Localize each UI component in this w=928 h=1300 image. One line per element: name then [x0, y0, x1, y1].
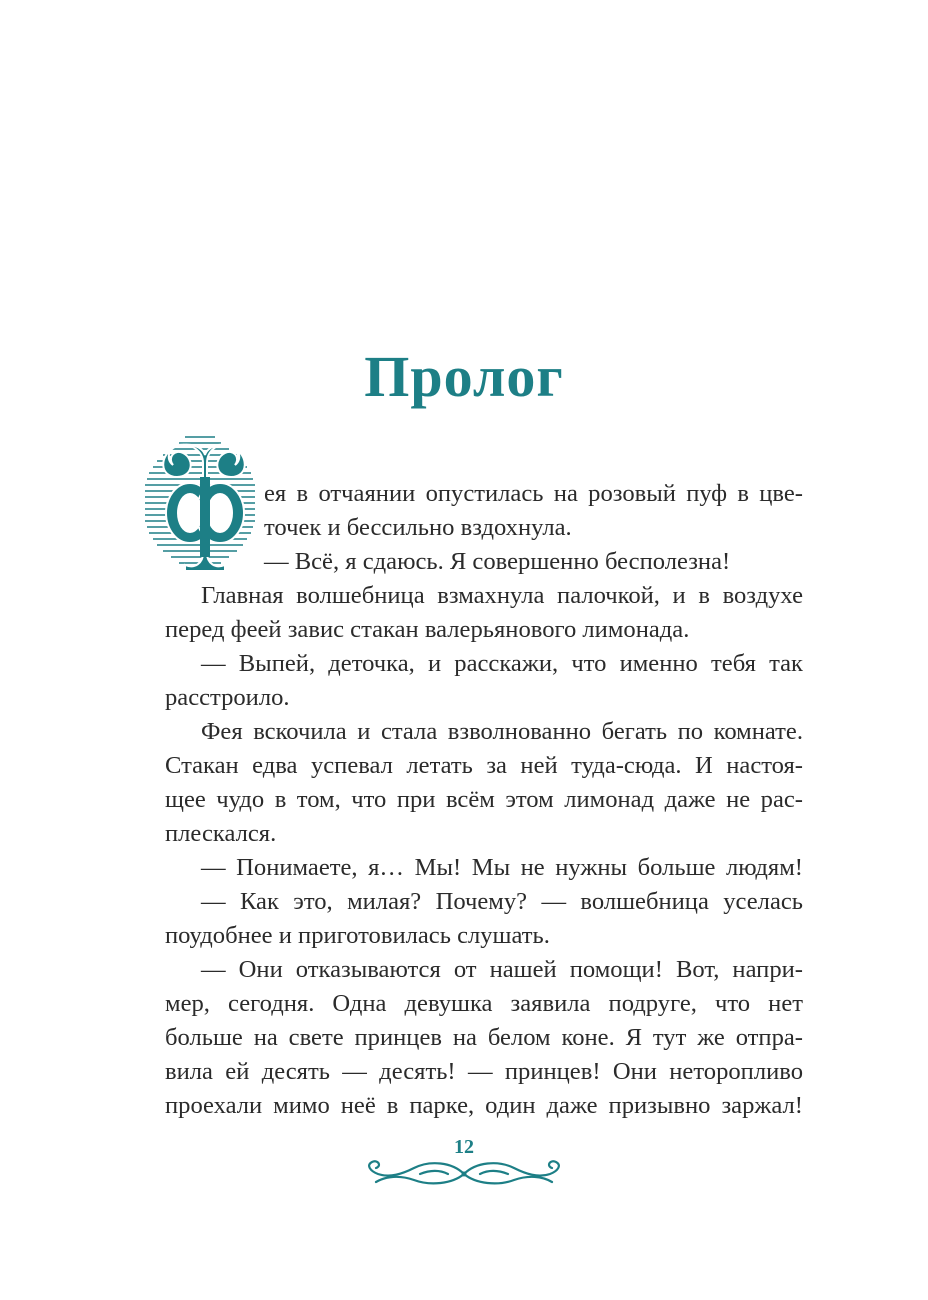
text-line: — Понимаете, я… Мы! Мы не нужны больше людям! [201, 854, 803, 881]
text-line: точек и бессильно вздохнула. [264, 514, 572, 541]
text-line: больше на свете принцев на белом коне. Я тут же отпра- [165, 1024, 803, 1051]
text-line: проехали мимо неё в парке, один даже призывно заржал! [165, 1092, 803, 1119]
text-line: ея в отчаянии опустилась на розовый пуф в цве- [264, 480, 803, 507]
text-line: Главная волшебница взмахнула палочкой, и в воздухе [201, 582, 803, 609]
text-line: — Выпей, деточка, и расскажи, что именно тебя так [201, 650, 803, 677]
text-line: — Они отказываются от нашей помощи! Вот, напри- [201, 956, 803, 983]
text-line: плескался. [165, 820, 277, 847]
text-line: вила ей десять — десять! — принцев! Они неторопливо [165, 1058, 803, 1085]
text-line: щее чудо в том, что при всём этом лимонад даже не рас- [165, 786, 803, 813]
chapter-title: Пролог [364, 344, 564, 409]
text-line: мер, сегодня. Одна девушка заявила подруге, что нет [165, 990, 803, 1017]
text-line: — Всё, я сдаюсь. Я совершенно бесполезна! [264, 548, 731, 575]
text-line: поудобнее и приготовилась слушать. [165, 922, 550, 949]
text-line: — Как это, милая? Почему? — волшебница уселась [201, 888, 803, 915]
text-line: перед феей завис стакан валерьянового лимонада. [165, 616, 690, 643]
text-line: Фея вскочила и стала взволнованно бегать по комнате. [201, 718, 803, 745]
page-number: 12 [454, 1136, 474, 1158]
flourish-ornament-icon [360, 1154, 568, 1190]
text-line: Стакан едва успевал летать за ней туда-сюда. И настоя- [165, 752, 803, 779]
text-line: расстроило. [165, 684, 290, 711]
body-text [165, 477, 803, 1123]
